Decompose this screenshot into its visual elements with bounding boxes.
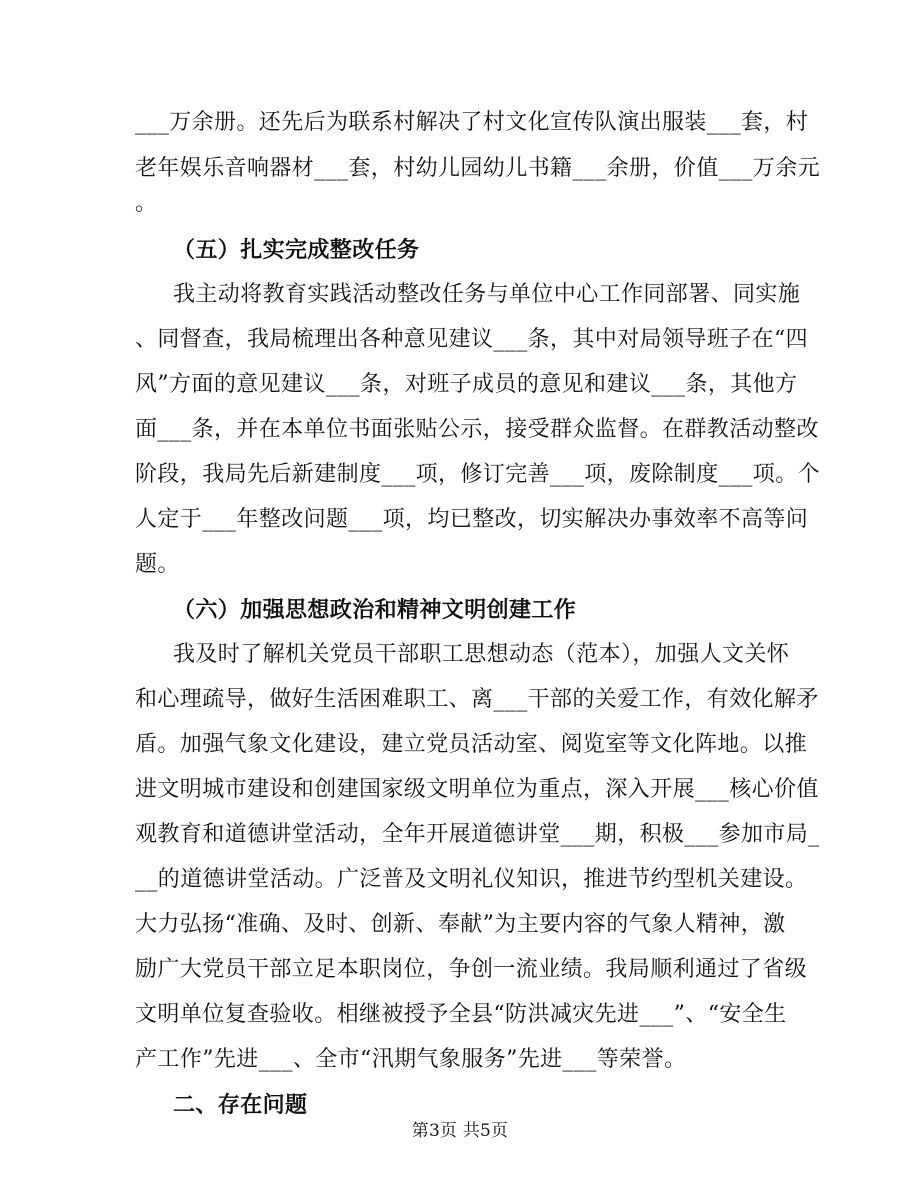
body-text-line: 盾。加强气象文化建设，建立党员活动室、阅览室等文化阵地。以推 [135,732,808,757]
body-text-line: 人定于___年整改问题___项，均已整改，切实解决办事效率不高等问 [135,507,809,532]
body-text-line: 。 [135,191,158,216]
body-text-line: 观教育和道德讲堂活动，全年开展道德讲堂___期，积极___参加市局_ [135,822,820,847]
section-heading-six: （六）加强思想政治和精神文明创建工作 [173,597,577,623]
body-text-line: 产工作”先进___、全市“汛期气象服务”先进___等荣誉。 [135,1047,687,1072]
body-text-line: 题。 [135,552,180,577]
section-heading-two: 二、存在问题 [173,1092,308,1118]
document-body [135,104,821,1118]
body-text-line: 励广大党员干部立足本职岗位，争创一流业绩。我局顺利通过了省级 [135,957,808,982]
body-text-line: __的道德讲堂活动。广泛普及文明礼仪知识，推进节约型机关建设。 [135,867,808,892]
page-number-footer: 第3页 共5页 [411,1121,509,1141]
body-text-line: 阶段，我局先后新建制度___项，修订完善___项，废除制度___项。个 [135,462,821,487]
body-text-line: 和心理疏导，做好生活困难职工、离___干部的关爱工作，有效化解矛 [135,687,819,712]
body-text-line: 文明单位复查验收。相继被授予全县“防洪减灾先进___”、“安全生 [135,1002,787,1027]
body-text-line: 面___条，并在本单位书面张贴公示，接受群众监督。在群教活动整改 [135,417,819,442]
body-text-line: 进文明城市建设和创建国家级文明单位为重点，深入开展___核心价值 [135,777,819,802]
paragraph-first-line: 我主动将教育实践活动整改任务与单位中心工作同部署、同实施 [173,282,801,307]
section-heading-five: （五）扎实完成整改任务 [173,237,420,263]
body-text-line: 大力弘扬“准确、及时、创新、奉献”为主要内容的气象人精神，激 [135,912,786,937]
body-text-line: 风”方面的意见建议___条，对班子成员的意见和建议___条，其他方 [135,372,798,397]
body-text-line: 、同督查，我局梳理出各种意见建议___条，其中对局领导班子在“四 [135,327,809,352]
paragraph-first-line: 我及时了解机关党员干部职工思想动态（范本），加强人文关怀 [173,642,790,667]
body-text-line: ___万余册。还先后为联系村解决了村文化宣传队演出服装___套，村 [135,110,809,135]
body-text-line: 老年娱乐音响器材___套，村幼儿园幼儿书籍___余册，价值___万余元 [135,156,821,181]
